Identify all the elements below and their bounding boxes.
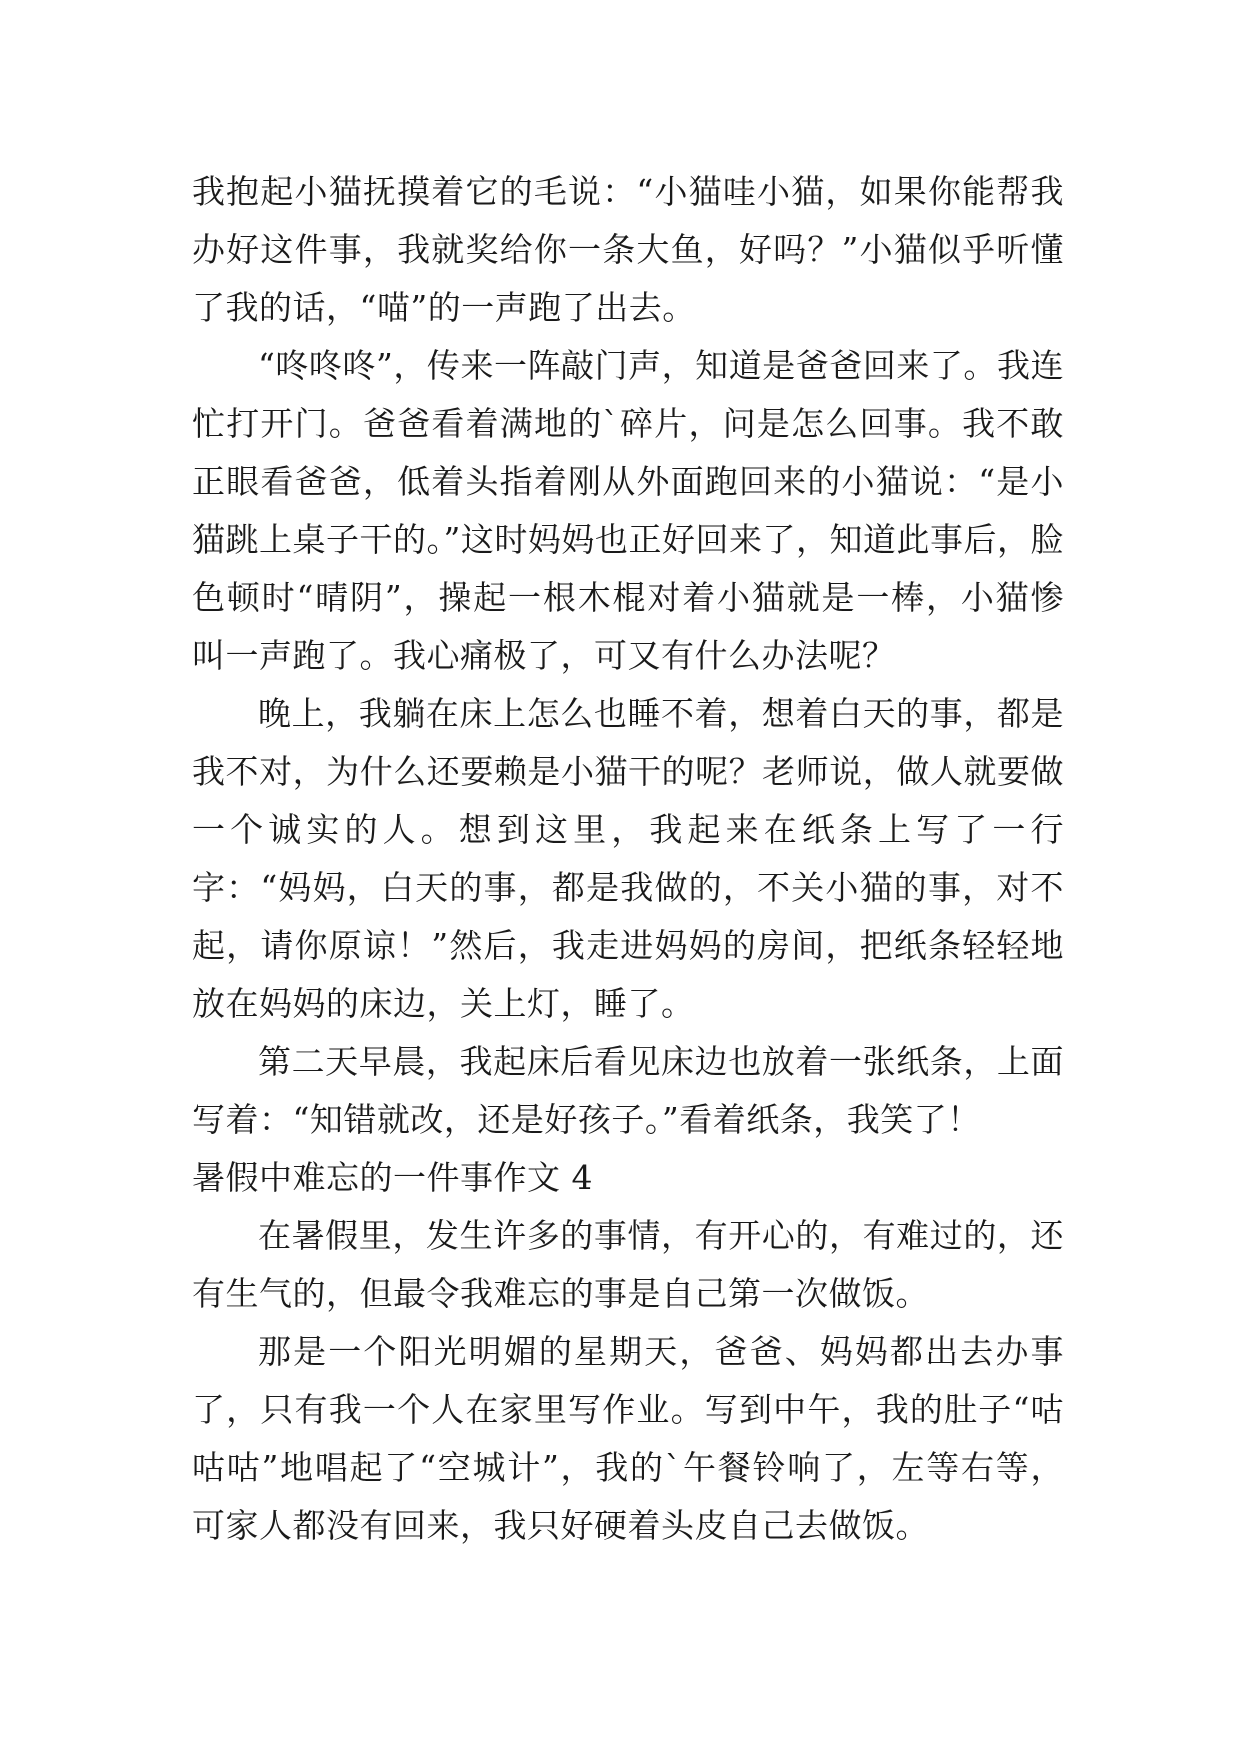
paragraph-summer-intro: 在暑假里，发生许多的事情，有开心的，有难过的，还有生气的，但最令我难忘的事是自己第一次做饭。 (192, 1216, 1064, 1313)
paragraph-cooking-day: 那是一个阳光明媚的星期天，爸爸、妈妈都出去办事了，只有我一个人在家里写作业。写到中午，我的肚子“咕咕咕”地唱起了“空城计”，我的`午餐铃响了，左等右等，可家人都没有回来，我只好硬着头皮自己去做饭。 (192, 1332, 1064, 1545)
essay-heading: 暑假中难忘的一件事作文 4 (192, 1158, 593, 1197)
paragraph-door-knock: “咚咚咚”，传来一阵敲门声，知道是爸爸回来了。我连忙打开门。爸爸看着满地的`碎片，问是怎么回事。我不敢正眼看爸爸，低着头指着刚从外面跑回来的小猫说：“是小猫跳上桌子干的。”这时妈妈也正好回来了，知道此事后，脸色顿时“晴阴”，操起一根木棍对着小猫就是一棒，小猫惨叫一声跑了。我心痛极了，可又有什么办法呢？ (192, 346, 1064, 675)
paragraph-cat-promise: 我抱起小猫抚摸着它的毛说：“小猫哇小猫，如果你能帮我办好这件事，我就奖给你一条大鱼，好吗？”小猫似乎听懂了我的话，“喵”的一声跑了出去。 (192, 172, 1064, 327)
document-body (192, 163, 1064, 1555)
paragraph-next-morning: 第二天早晨，我起床后看见床边也放着一张纸条，上面写着：“知错就改，还是好孩子。”看着纸条，我笑了！ (192, 1042, 1064, 1139)
paragraph-night-note: 晚上，我躺在床上怎么也睡不着，想着白天的事，都是我不对，为什么还要赖是小猫干的呢？老师说，做人就要做一个诚实的人。想到这里，我起来在纸条上写了一行字：“妈妈，白天的事，都是我做的，不关小猫的事，对不起，请你原谅！”然后，我走进妈妈的房间，把纸条轻轻地放在妈妈的床边，关上灯，睡了。 (192, 694, 1064, 1023)
